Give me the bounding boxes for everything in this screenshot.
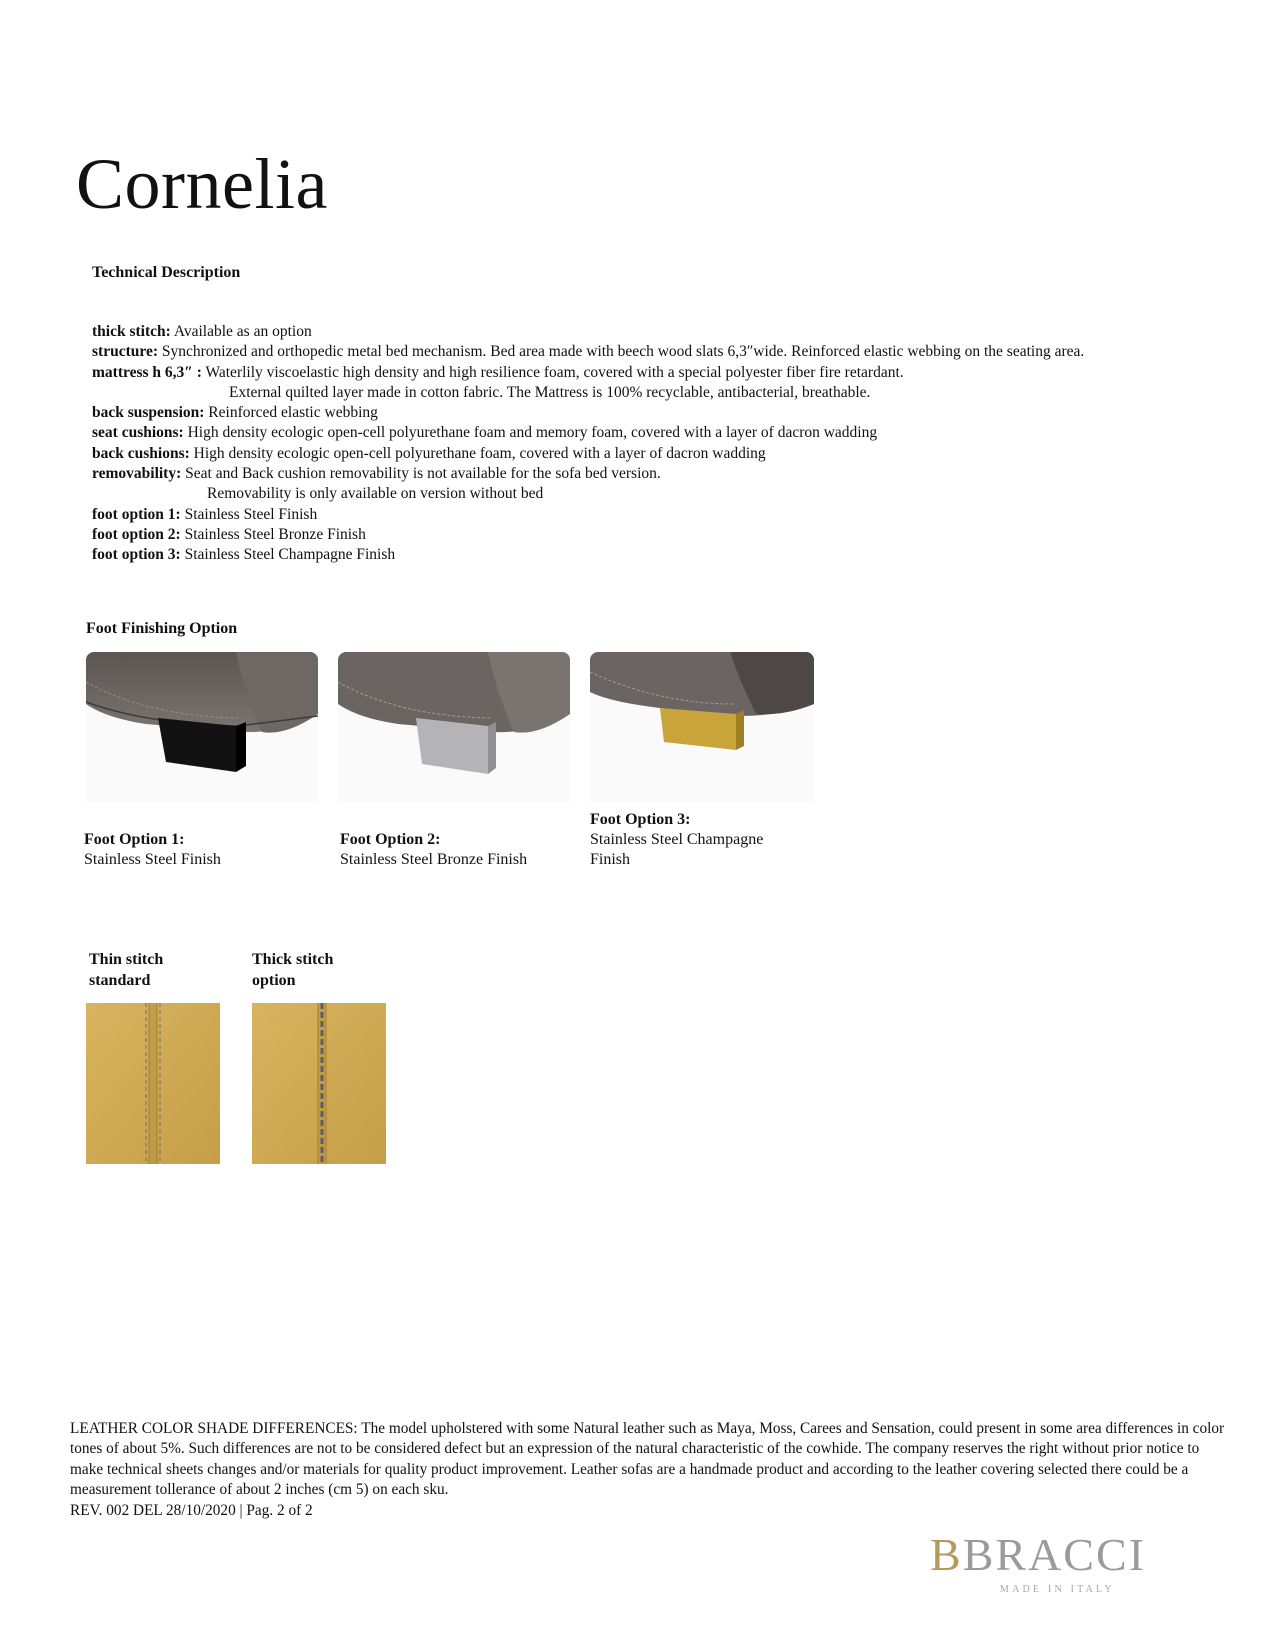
foot-option-3-card: [590, 652, 822, 868]
foot-option-2-caption: [340, 830, 527, 870]
brand-logo: [930, 1528, 1192, 1598]
foot-option-2-photo: [338, 652, 570, 802]
foot-option-desc: Stainless Steel Bronze Finish: [340, 851, 528, 868]
spec-text: Synchronized and orthopedic metal bed mechanism. Bed area made with beech wood slats 6,3″wide. Reinforced elastic webbing on the seating area.: [161, 343, 1085, 361]
foot-option-title: Foot Option 1:: [84, 831, 185, 848]
foot-option-1-caption: [84, 830, 221, 870]
spec-back-cushions: [92, 444, 1232, 464]
thick-stitch-label-line1: Thick stitch: [252, 951, 334, 968]
technical-description-heading: Technical Description: [92, 264, 241, 281]
spec-text: Waterlily viscoelastic high density and high resilience foam, covered with a special polyester fiber fire retardant.: [205, 363, 904, 381]
spec-removability: [92, 464, 1232, 484]
thick-stitch-leather-image: [252, 1003, 386, 1164]
foot-option-1-illustration: [86, 652, 318, 802]
spec-mattress: [92, 363, 1232, 383]
brand-logo-wordmark: BBRACCI: [930, 1529, 1146, 1580]
spec-text: Stainless Steel Finish: [184, 505, 318, 523]
thin-stitch-label: [89, 949, 163, 991]
spec-mattress-continuation: External quilted layer made in cotton fabric. The Mattress is 100% recyclable, antibacterial, breathable.: [229, 383, 871, 401]
spec-text: Reinforced elastic webbing: [208, 404, 378, 422]
thick-stitch-label: [252, 949, 333, 991]
spec-text: High density ecologic open-cell polyurethane foam, covered with a layer of dacron wadding: [193, 444, 766, 462]
spec-label: seat cushions:: [92, 424, 184, 442]
spec-list: [92, 322, 1232, 566]
footer: [70, 1419, 1230, 1521]
thin-stitch-label-line2: standard: [89, 972, 151, 989]
spec-text: Stainless Steel Champagne Finish: [184, 546, 396, 564]
foot-option-2-card: [338, 652, 570, 868]
thin-stitch-swatch: [86, 1003, 220, 1164]
brand-logo-tagline: MADE IN ITALY: [1000, 1584, 1115, 1595]
foot-option-desc: Stainless Steel Champagne Finish: [590, 831, 764, 868]
product-title: Cornelia: [76, 144, 328, 224]
thin-stitch-label-line1: Thin stitch: [89, 951, 164, 968]
spec-foot-option-3: [92, 545, 1232, 565]
foot-option-title: Foot Option 2:: [340, 831, 441, 848]
foot-option-3-caption: [590, 810, 800, 870]
spec-removability-continuation: Removability is only available on version without bed: [207, 485, 544, 503]
spec-text: Available as an option: [173, 323, 312, 340]
spec-text: Seat and Back cushion removability is not available for the sofa bed version.: [185, 465, 661, 483]
spec-thick-stitch: [92, 322, 1232, 342]
spec-label: foot option 2:: [92, 525, 181, 543]
spec-label: foot option 3:: [92, 546, 181, 564]
spec-label: foot option 1:: [92, 505, 181, 523]
foot-finishing-heading: Foot Finishing Option: [86, 620, 238, 637]
foot-option-desc: Stainless Steel Finish: [84, 851, 221, 868]
spec-label: structure:: [92, 343, 158, 361]
spec-label: thick stitch:: [92, 323, 171, 340]
foot-option-3-photo: [590, 652, 814, 802]
spec-label: removability:: [92, 465, 182, 483]
spec-label: mattress h 6,3″ :: [92, 363, 202, 381]
foot-option-3-illustration: [590, 652, 814, 802]
foot-option-title: Foot Option 3:: [590, 811, 691, 828]
foot-option-2-illustration: [338, 652, 570, 802]
spec-structure: [92, 342, 1232, 362]
spec-text: High density ecologic open-cell polyurethane foam and memory foam, covered with a layer of dacron wadding: [187, 424, 878, 442]
leather-disclaimer: LEATHER COLOR SHADE DIFFERENCES: The model upholstered with some Natural leather such as Maya, Moss, Carees and Sensation, could present in some area differences in color tones of about 5%. Such differences are not to be considered defect but an expression of the natural characteristic of the cowhide. The company reserves the right without prior notice to make technical sheets changes and/or materials for quality product improvement. Leather sofas are a handmade product and according to the leather covering selected there could be a measurement tollerance of about 2 inches (cm 5) on each sku.: [70, 1420, 1225, 1499]
foot-option-1-photo: [86, 652, 318, 802]
spec-text: Stainless Steel Bronze Finish: [184, 525, 366, 543]
spec-label: back cushions:: [92, 444, 190, 462]
spec-seat-cushions: [92, 423, 1232, 443]
foot-option-1-card: [84, 652, 318, 868]
thin-stitch-leather-image: [86, 1003, 220, 1164]
thick-stitch-label-line2: option: [252, 972, 296, 989]
spec-foot-option-2: [92, 525, 1232, 545]
spec-foot-option-1: [92, 505, 1232, 525]
spec-back-suspension: [92, 403, 1232, 423]
spec-label: back suspension:: [92, 404, 205, 422]
revision-note: REV. 002 DEL 28/10/2020 | Pag. 2 of 2: [70, 1501, 313, 1519]
thick-stitch-swatch: [252, 1003, 386, 1164]
